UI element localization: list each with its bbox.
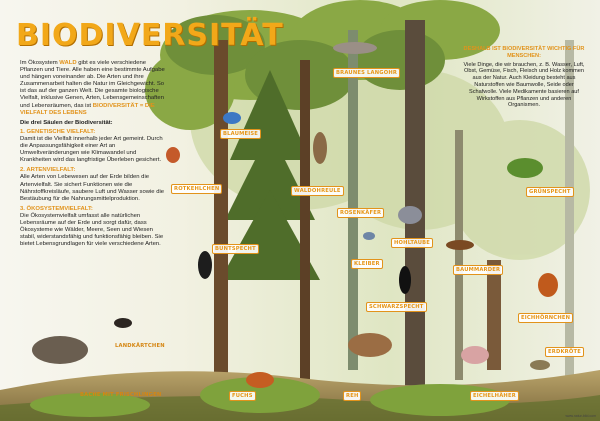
label-hohltaube: HOHLTAUBE xyxy=(391,238,433,248)
intro-text-b: gibt es viele verschiedene Pflanzen und Tiere. Alle haben eine bestimmte Aufgabe und hängen voneinander ab. Die Arten und ihre Zusammenarbeit halten die Natur im Gleichgewicht. So ist das auf der ganzen Welt. Die gesamte biologische Vielfalt, inklusive Genen, Arten, Lebensgemeinschaften und Lebensräumen, das ist xyxy=(20,60,165,109)
label-waldohreule: WALDOHREULE xyxy=(291,186,344,196)
pillar-2-text: Alle Arten von Lebewesen auf der Erde bilden die Artenvielfalt. Sie sichert Funktionen wie die Nährstoffkreisläufe, saubere Luft und Wasser sowie die Bestäubung für die Nahrungsmittelproduktion. xyxy=(20,174,165,202)
label-schwarzspecht: SCHWARZSPECHT xyxy=(366,302,427,312)
label-buntspecht: BUNTSPECHT xyxy=(212,244,259,254)
footer-credit: www.natur-bild.com xyxy=(565,414,596,418)
importance-text: Viele Dinge, die wir brauchen, z. B. Wasser, Luft, Obst, Gemüse, Fisch, Fleisch und Holz kommen aus der Natur. Auch Kleidung besteht aus Naturstoffen wie Baumwolle, Seide oder Schafwolle. Viele Medikamente basieren auf Wirkstoffen aus Pflanzen und anderen Organismen. xyxy=(463,61,585,109)
intro-text-a: Im Ökosystem xyxy=(20,60,60,66)
pillar-1-text: Damit ist die Vielfalt innerhalb jeder Art gemeint. Durch die Anpassungsfähigkeit einer Art an Umweltveränderungen wie Klimawandel und Krankheiten wird das langfristige Überleben gesichert. xyxy=(20,135,163,164)
importance-text-block xyxy=(462,46,586,109)
intro-highlight-wald: WALD xyxy=(59,60,77,66)
poster-title: BIODIVERSITÄT xyxy=(16,18,284,53)
label-bache-mit-frischlingen: BACHE MIT FRISCHLINGEN xyxy=(80,392,162,398)
pillars-subheading: Die drei Säulen der Biodiversität: xyxy=(20,119,113,126)
label-fuchs: FUCHS xyxy=(229,391,256,401)
importance-heading: DESHALB IST BIODIVERSITÄT WICHTIG FÜR MENSCHEN: xyxy=(463,46,585,59)
pillar-3-text: Die Ökosystemvielfalt umfasst alle natürlichen Lebensräume auf der Erde und sorgt dafür, dass Ökosysteme wie Wälder, Meere, Seen und Wiesen stabil, widerstandsfähig und funktionsfähig bleiben. Sie bietet Lebensgrundlagen für viele verschiedene Arten. xyxy=(20,212,164,248)
label-kleiber: KLEIBER xyxy=(351,259,383,269)
label-baummarder: BAUMMARDER xyxy=(453,265,503,275)
label-erdkroete: ERDKRÖTE xyxy=(545,347,584,357)
label-landkaertchen: LANDKÄRTCHEN xyxy=(115,343,165,349)
pillar-2-heading: 2. ARTENVIELFALT: xyxy=(20,167,76,174)
label-rosenkaefer: ROSENKÄFER xyxy=(337,208,384,218)
label-gruenspecht: GRÜNSPECHT xyxy=(526,187,574,197)
label-eichhoernchen: EICHHÖRNCHEN xyxy=(518,313,573,323)
label-eichelhaeher: EICHELHÄHER xyxy=(470,391,519,401)
pillar-3-heading: 3. ÖKOSYSTEMVIELFALT: xyxy=(20,205,93,212)
intro-paragraph xyxy=(20,60,168,117)
intro-text-block xyxy=(20,60,168,251)
label-blaumeise: BLAUMEISE xyxy=(220,129,261,139)
pillar-1-heading: 1. GENETISCHE VIELFALT: xyxy=(20,128,96,135)
intro-highlight-definition: BIODIVERSITÄT = DIE VIELFALT DES LEBENS xyxy=(20,102,155,116)
label-reh: REH xyxy=(343,391,361,401)
label-rotkehlchen: ROTKEHLCHEN xyxy=(171,184,222,194)
label-braunes-langohr: BRAUNES LANGOHR xyxy=(333,68,400,78)
